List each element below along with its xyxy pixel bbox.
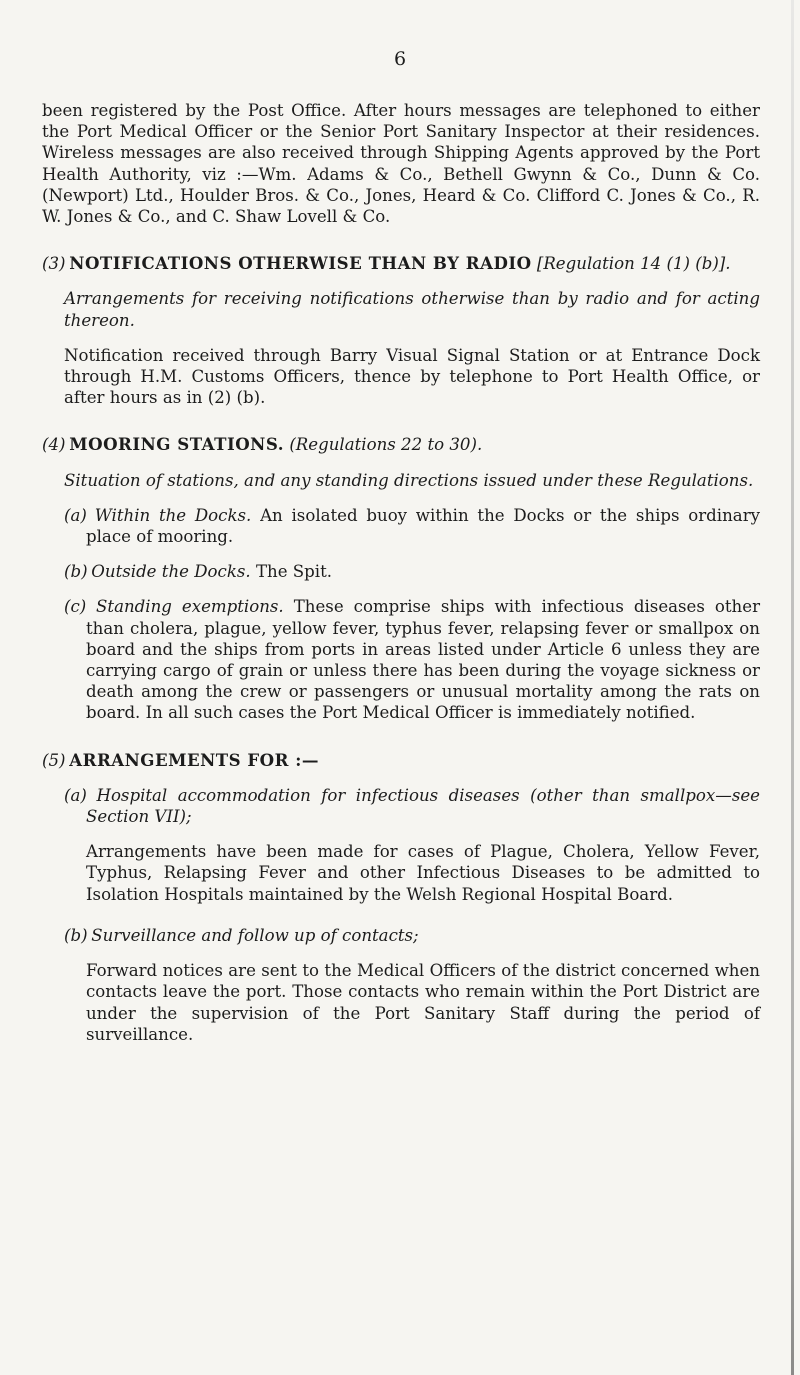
section-5-heading (42, 750, 760, 771)
section-4-item-a-text: An isolated buoy within the Docks or the ships ordinary place of mooring. (86, 505, 761, 547)
section-4-item-a-label: (a) (64, 505, 87, 525)
page-body (42, 100, 760, 1045)
section-4-item-a-title: Within the Docks. (94, 505, 252, 525)
section-4-item-b-label: (b) (64, 562, 88, 582)
section-4-item-b (42, 561, 760, 582)
section-5-item-a-heading (42, 785, 760, 827)
section-3-subheading: Arrangements for receiving notifications otherwise than by radio and for acting thereon. (64, 289, 760, 330)
section-5-item-b-label: (b) (64, 925, 88, 945)
section-5-item-a-label: (a) (64, 785, 87, 805)
section-4-regulation: (Regulations 22 to 30). (289, 435, 483, 455)
section-5-item-b-text: Forward notices are sent to the Medical Officers of the district concerned when contacts leave the port. Those contacts who remain within the Port District are under the supervision of the Port Sanitary Staff during the period of surveillance. (86, 961, 760, 1044)
page-edge-shadow (791, 0, 794, 1375)
section-4-item-b-title: Outside the Docks. (91, 562, 251, 582)
section-4-number: (4) (42, 435, 66, 455)
section-3-heading (42, 253, 760, 274)
section-3-regulation: [Regulation 14 (1) (b)]. (536, 254, 731, 274)
intro-paragraph: been registered by the Post Office. After hours messages are telephoned to either the Port Medical Officer or the Senior Port Sanitary Inspector at their residences. Wireless messages are also received through Shipping Agents approved by the Port Health Authority, viz :—Wm. Adams & Co., Bethell Gwynn & Co., Dunn & Co. (Newport) Ltd., Houlder Bros. & Co., Jones, Heard & Co. Clifford C. Jones & Co., R. W. Jones & Co., and C. Shaw Lovell & Co. (42, 101, 760, 227)
section-4-title: MOORING STATIONS. (69, 434, 285, 455)
section-4-item-a (42, 505, 760, 547)
section-4-item-c-text: These comprise ships with infectious diseases other than cholera, plague, yellow fever, typhus fever, relapsing fever or smallpox on board and the ships from ports in areas listed under Article 6 unless they are carrying cargo of grain or unless there has been during the voyage sickness or death among the crew or passengers or unusual mortality among the rats on board. In all such cases the Port Medical Officer is immediately notified. (86, 597, 760, 723)
section-4-heading (42, 434, 760, 455)
section-5-number: (5) (42, 750, 66, 770)
section-4-item-c (42, 596, 760, 723)
section-5-title: ARRANGEMENTS FOR :— (69, 749, 319, 770)
section-4-item-c-title: Standing exemptions. (96, 597, 284, 617)
section-3-number: (3) (42, 254, 66, 274)
section-4-subheading: Situation of stations, and any standing directions issued under these Regulations. (64, 470, 754, 490)
section-3-title: NOTIFICATIONS OTHERWISE THAN BY RADIO (69, 253, 532, 274)
section-4-item-c-label: (c) (64, 597, 87, 617)
section-3-body: Notification received through Barry Visual Signal Station or at Entrance Dock through H.M. Customs Officers, thence by telephone to Port Health Office, or after hours as in (2) (b). (64, 345, 760, 408)
section-5-item-a-text: Arrangements have been made for cases of Plague, Cholera, Yellow Fever, Typhus, Relapsing Fever and other Infectious Diseases to be admitted to Isolation Hospitals maintained by the Welsh Regional Hospital Board. (86, 842, 760, 904)
page-number: 6 (393, 48, 407, 70)
section-5-item-a-title: Hospital accommodation for infectious diseases (other than smallpox—see Section VII); (86, 785, 760, 827)
section-5-item-b-heading (42, 925, 760, 946)
section-4-item-b-text: The Spit. (255, 562, 333, 582)
section-5-item-b-title: Surveillance and follow up of contacts; (91, 925, 419, 945)
